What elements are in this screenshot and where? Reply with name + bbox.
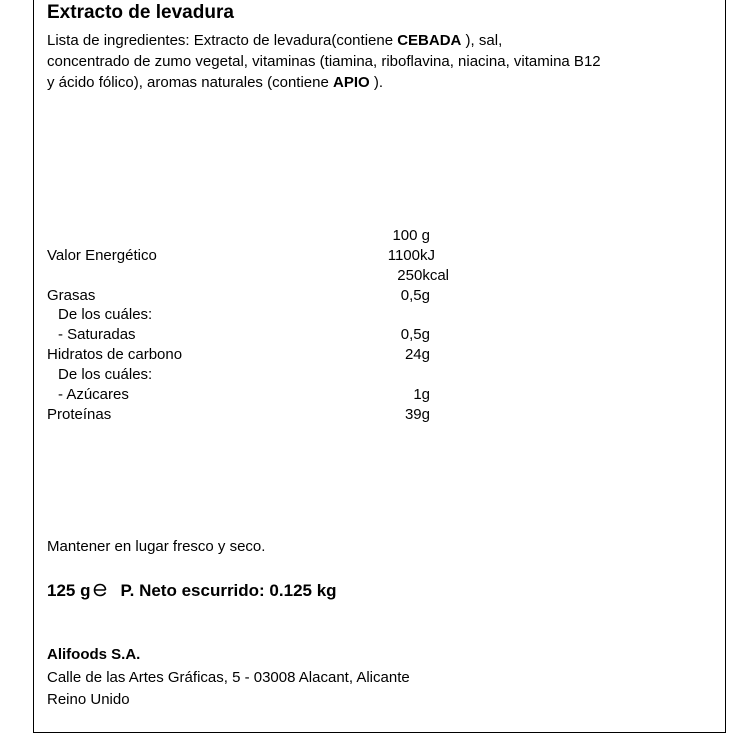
allergen-apio: APIO — [332, 74, 370, 91]
nutrition-label-of-which-1: De los cuáles: — [58, 306, 153, 323]
nutrition-label-carbs: Hidratos de carbono — [47, 346, 183, 363]
storage-instructions: Mantener en lugar fresco y seco. — [47, 538, 266, 555]
nutrition-value-carbs: 24g — [404, 346, 430, 363]
nutrition-value-protein: 39g — [404, 406, 430, 423]
ingredients-text-1: Lista de ingredientes: Extracto de levadura(contiene — [47, 32, 398, 49]
allergen-cebada: CEBADA — [397, 32, 462, 49]
net-drained-weight: P. Neto escurrido: 0.125 kg — [120, 581, 337, 600]
company-address: Calle de las Artes Gráficas, 5 - 03008 Alacant, Alicante — [47, 669, 410, 686]
nutrition-value-saturated: 0,5g — [400, 326, 430, 343]
nutrition-label-saturated: - Saturadas — [58, 326, 136, 343]
nutrition-label-energy: Valor Energético — [47, 247, 157, 264]
nutrition-label-sugars: - Azúcares — [58, 386, 129, 403]
nutrition-value-kj: 1100kJ — [387, 247, 435, 264]
nutrition-header: 100 g — [392, 227, 430, 244]
nutrition-value-sugars: 1g — [413, 386, 430, 403]
net-weight-value: 125 g — [47, 581, 91, 600]
company-country: Reino Unido — [47, 691, 130, 708]
product-title: Extracto de levadura — [47, 2, 234, 23]
net-weight-line — [47, 581, 337, 601]
nutrition-value-fat: 0,5g — [400, 287, 430, 304]
ingredients-text-4: y ácido fólico), aromas naturales (contiene — [47, 74, 333, 91]
nutrition-value-kcal: 250kcal — [397, 267, 449, 284]
nutrition-label-fat: Grasas — [47, 287, 96, 304]
nutrition-label-protein: Proteínas — [47, 406, 112, 423]
ingredients-text-5: ). — [369, 74, 384, 91]
ingredients-list — [47, 30, 707, 93]
e-mark-icon — [92, 582, 108, 598]
company-name: Alifoods S.A. — [47, 646, 141, 663]
ingredients-text-3: concentrado de zumo vegetal, vitaminas (tiamina, riboflavina, niacina, vitamina B12 — [47, 53, 601, 70]
ingredients-text-2: ), sal, — [461, 32, 503, 49]
nutrition-label-of-which-2: De los cuáles: — [58, 366, 153, 383]
